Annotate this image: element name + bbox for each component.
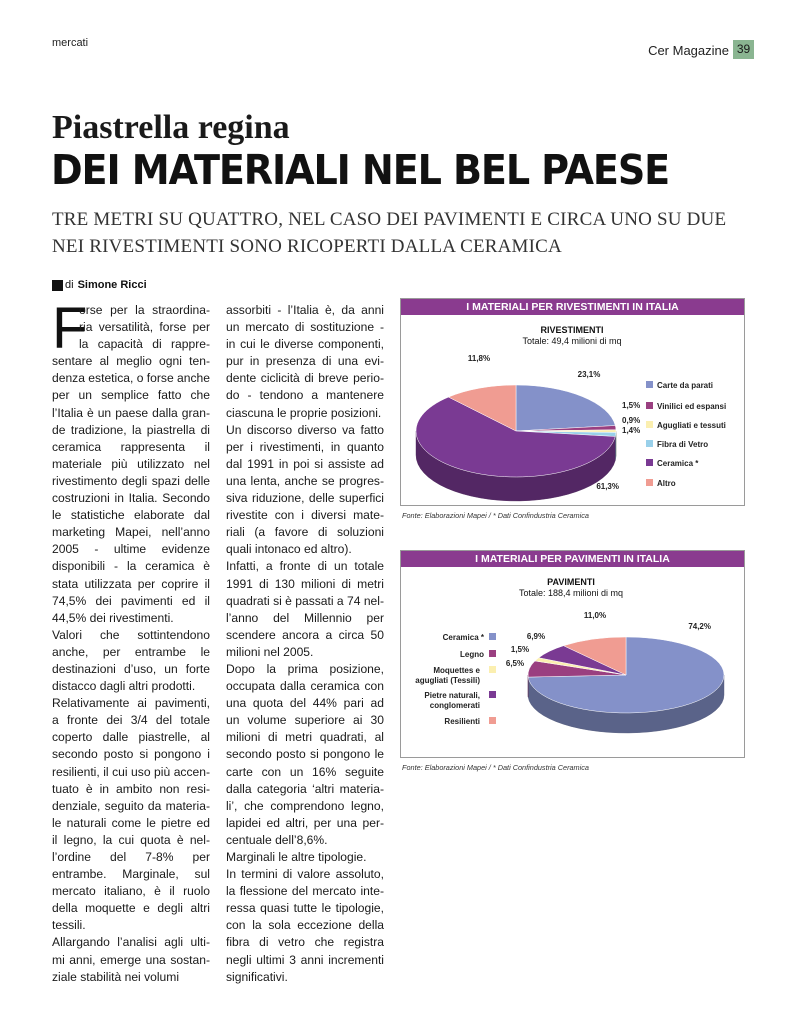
legend-label: agugliati (Tessili)	[415, 676, 480, 685]
text-line: ciascuna le proprie posizioni.	[226, 405, 382, 420]
title-bold: DEI MATERIALI NEL BEL PAESE	[51, 146, 670, 194]
legend-label: Ceramica *	[442, 633, 484, 642]
text-line: rivestimento degli spazi delle	[52, 473, 210, 488]
byline-prefix: di	[65, 279, 74, 291]
text-line: li’, che comprendono legno,	[226, 798, 384, 813]
text-line: denza estetica, o forse anche	[52, 371, 210, 386]
text-line: riali (a favore di soluzioni	[226, 525, 384, 540]
legend-swatch	[646, 479, 653, 486]
text-line: distacco dagli altri prodotti.	[52, 679, 196, 694]
text-line: 1991 di 130 milioni di metri	[226, 576, 384, 591]
text-line: occupata dalla ceramica con	[226, 679, 384, 694]
slice-value-label: 11,8%	[467, 354, 491, 363]
text-line: anche, per entrambe le	[52, 644, 210, 659]
pie-chart-pavimenti	[401, 567, 744, 757]
text-line: assorbiti - l’Italia è, da anni	[226, 303, 384, 317]
subtitle	[52, 206, 742, 260]
legend-label: Fibra di Vetro	[657, 440, 709, 449]
text-line: stata utilizzata per coprire il	[52, 576, 210, 591]
title-light: Piastrella regina	[52, 109, 290, 146]
slice-value-label: 61,3%	[596, 482, 619, 491]
slice-value-label: 0,9%	[622, 416, 641, 425]
text-line: ressa quasi tutte le tipologie,	[226, 901, 384, 916]
legend-label: Altro	[657, 479, 676, 488]
text-line: mi anni, emerge una sostan-	[52, 952, 210, 967]
text-line: in cui le diverse componenti,	[226, 337, 384, 352]
text-line: significativi.	[226, 969, 288, 984]
pie-chart-rivestimenti	[401, 315, 744, 505]
text-line: fibra di vetro che registra	[226, 935, 384, 950]
page-number: 39	[733, 40, 754, 59]
text-line: tessili.	[52, 918, 86, 933]
text-line: della moquette e degli altri	[52, 901, 210, 916]
slice-value-label: 23,1%	[577, 370, 601, 379]
chart-pavimenti	[400, 550, 745, 758]
text-line: a fronte dei 3/4 del totale	[52, 713, 210, 728]
legend-swatch	[489, 691, 496, 698]
text-line: In termini di valore assoluto,	[226, 867, 384, 882]
text-line: ceramica rappresenta il	[52, 439, 210, 454]
text-line: Un discorso diverso va fatto	[226, 422, 384, 437]
text-line: una lenta, anche se progres-	[226, 473, 384, 488]
slice-value-label: 6,9%	[526, 632, 546, 641]
text-line: per un semplice fatto che	[52, 388, 210, 403]
text-line: negli ultimi 3 anni incrementi	[226, 952, 384, 967]
text-line: Dopo la prima posizione,	[226, 661, 384, 676]
text-line: pur in presenza di una evi-	[226, 354, 384, 369]
legend-label: Moquettes e	[433, 666, 480, 675]
legend-swatch	[646, 440, 653, 447]
text-line: scendere ancora a circa 50	[226, 627, 384, 642]
legend-label: Vinilici ed espansi	[657, 402, 727, 411]
chart-header: I MATERIALI PER PAVIMENTI IN ITALIA	[401, 551, 744, 567]
chart-title: PAVIMENTI	[547, 577, 595, 587]
article-column-1	[52, 296, 210, 986]
slice-value-label: 11,0%	[583, 611, 607, 620]
text-line: entrambe. Marginale, sul	[52, 867, 210, 882]
text-line: disponibili - la ceramica è	[52, 559, 210, 574]
text-line: rivestite con i diversi mate-	[226, 508, 384, 523]
text-line: Relativamente ai pavimenti,	[52, 696, 210, 711]
text-line: ziale stabilità nei volumi	[52, 969, 180, 984]
text-line: milioni di metri quadrati, al	[226, 730, 384, 745]
byline	[52, 279, 147, 291]
section-tag: mercati	[52, 37, 89, 49]
text-line: 2005 - ultime evidenze	[52, 542, 210, 557]
chart-subtitle: Totale: 49,4 milioni di mq	[522, 336, 622, 346]
text-line: una quota del 44% pari ad	[226, 696, 384, 711]
legend-swatch	[646, 459, 653, 466]
chart-title: RIVESTIMENTI	[540, 325, 604, 335]
text-line: Infatti, a fronte di un totale	[226, 559, 384, 574]
text-line: tuato è in ambito non resi-	[52, 781, 210, 796]
text-line: denziale, seguito da materia-	[52, 798, 210, 813]
text-line: il legno, la cui quota è nel-	[52, 832, 210, 847]
text-line: un mercato di sostituzione -	[226, 320, 384, 335]
text-line: materiale più utilizzato nel	[52, 456, 210, 471]
text-line: do - tendono a mantenere	[226, 388, 384, 403]
text-line: Valori che sottintendono	[52, 627, 210, 642]
text-line: mercato italiano, è il ruolo	[52, 884, 210, 899]
text-line: quadrati si è passati a 74 nel-	[226, 593, 384, 608]
author-name: Simone Ricci	[77, 279, 147, 291]
legend-swatch	[646, 421, 653, 428]
text-line: la capacità di rappre-	[79, 337, 210, 352]
text-line: le statistiche elaborate dal	[52, 508, 210, 523]
text-line: 44,5% dei rivestimenti.	[52, 610, 174, 625]
magazine-name: Cer Magazine	[648, 43, 729, 58]
text-line: ria versatilità, forse per	[79, 320, 210, 335]
text-line: dalla categoria ‘altri materia-	[226, 781, 384, 796]
legend-label: Ceramica *	[657, 459, 699, 468]
subtitle-line-1: TRE METRI SU QUATTRO, NEL CASO DEI PAVIMENTI E CIRCA UNO SU DUE	[52, 209, 727, 230]
slice-value-label: 74,2%	[688, 622, 711, 631]
chart-source: Fonte: Elaborazioni Mapei / * Dati Confindustria Ceramica	[402, 511, 589, 520]
text-line: de tradizione, la piastrella di	[52, 422, 210, 437]
text-line: resilienti, il cui uso più accen-	[52, 764, 210, 779]
byline-marker	[52, 280, 63, 291]
text-line: dal 1991 in poi si assiste ad	[226, 456, 384, 471]
chart-source: Fonte: Elaborazioni Mapei / * Dati Confindustria Ceramica	[402, 763, 589, 772]
text-line: secondo posto si pongono i	[52, 747, 210, 762]
text-line: costruzioni in Italia. Secondo	[52, 491, 210, 506]
chart-subtitle: Totale: 188,4 milioni di mq	[518, 588, 624, 598]
article-column-2	[226, 302, 384, 986]
drop-cap: F	[52, 296, 88, 361]
text-line: centuale dell’8,6%.	[226, 832, 328, 847]
chart-rivestimenti	[400, 298, 745, 506]
text-line: l’Italia è un paese dalla gran-	[52, 405, 210, 420]
legend-swatch	[489, 666, 496, 673]
text-line: per i rivestimenti, in quanto	[226, 439, 384, 454]
chart-header: I MATERIALI PER RIVESTIMENTI IN ITALIA	[401, 299, 744, 315]
text-line: quali intonaco ed altro).	[226, 542, 352, 557]
legend-label: Agugliati e tessuti	[657, 421, 726, 430]
slice-value-label: 6,5%	[505, 659, 525, 668]
text-line: sentare al meglio ogni ten-	[52, 354, 210, 369]
text-line: l’anno del Millennio per	[226, 610, 384, 625]
legend-label: Resilienti	[444, 717, 480, 726]
text-line: orse per la straordina-	[79, 303, 210, 317]
text-line: destinazioni d’uso, un forte	[52, 661, 210, 676]
text-line: marketing Mapei, nell’anno	[52, 525, 210, 540]
text-line: 74,5% dei pavimenti ed il	[52, 593, 210, 608]
text-line: coperto dalle piastrelle, al	[52, 730, 210, 745]
legend-label: Pietre naturali,	[424, 691, 480, 700]
text-line: carte con un 16% seguite	[226, 764, 384, 779]
slice-value-label: 1,4%	[622, 426, 641, 435]
text-line: secondo posto si pongono le	[226, 747, 384, 762]
text-line: lapidei ed altri, per una per-	[226, 815, 384, 830]
text-line: la flessione del mercato inte-	[226, 884, 384, 899]
text-line: un volume superiore ai 30	[226, 713, 384, 728]
text-line: Marginali le altre tipologie.	[226, 850, 367, 864]
text-line: con la sola eccezione della	[226, 918, 384, 933]
legend-swatch	[646, 381, 653, 388]
text-line: dente ciclicità di breve perio-	[226, 371, 384, 386]
slice-value-label: 1,5%	[510, 645, 530, 654]
subtitle-line-2: NEI RIVESTIMENTI SONO RICOPERTI DALLA CERAMICA	[52, 236, 562, 257]
text-line: milioni nel 2005.	[226, 644, 314, 659]
pie-slice	[516, 385, 615, 431]
legend-swatch	[489, 633, 496, 640]
text-line: le naturali come le pietre ed	[52, 815, 210, 830]
text-line: Allargando l’analisi agli ulti-	[52, 935, 210, 950]
text-line: l’ordine del 7-8% per	[52, 850, 210, 864]
legend-label: Legno	[460, 650, 484, 659]
legend-label: Carte da parati	[657, 381, 714, 390]
legend-swatch	[646, 402, 653, 409]
legend-swatch	[489, 650, 496, 657]
legend-label: conglomerati	[429, 701, 480, 710]
legend-swatch	[489, 717, 496, 724]
slice-value-label: 1,5%	[622, 401, 641, 410]
text-line: siva riduzione, delle superfici	[226, 491, 384, 506]
